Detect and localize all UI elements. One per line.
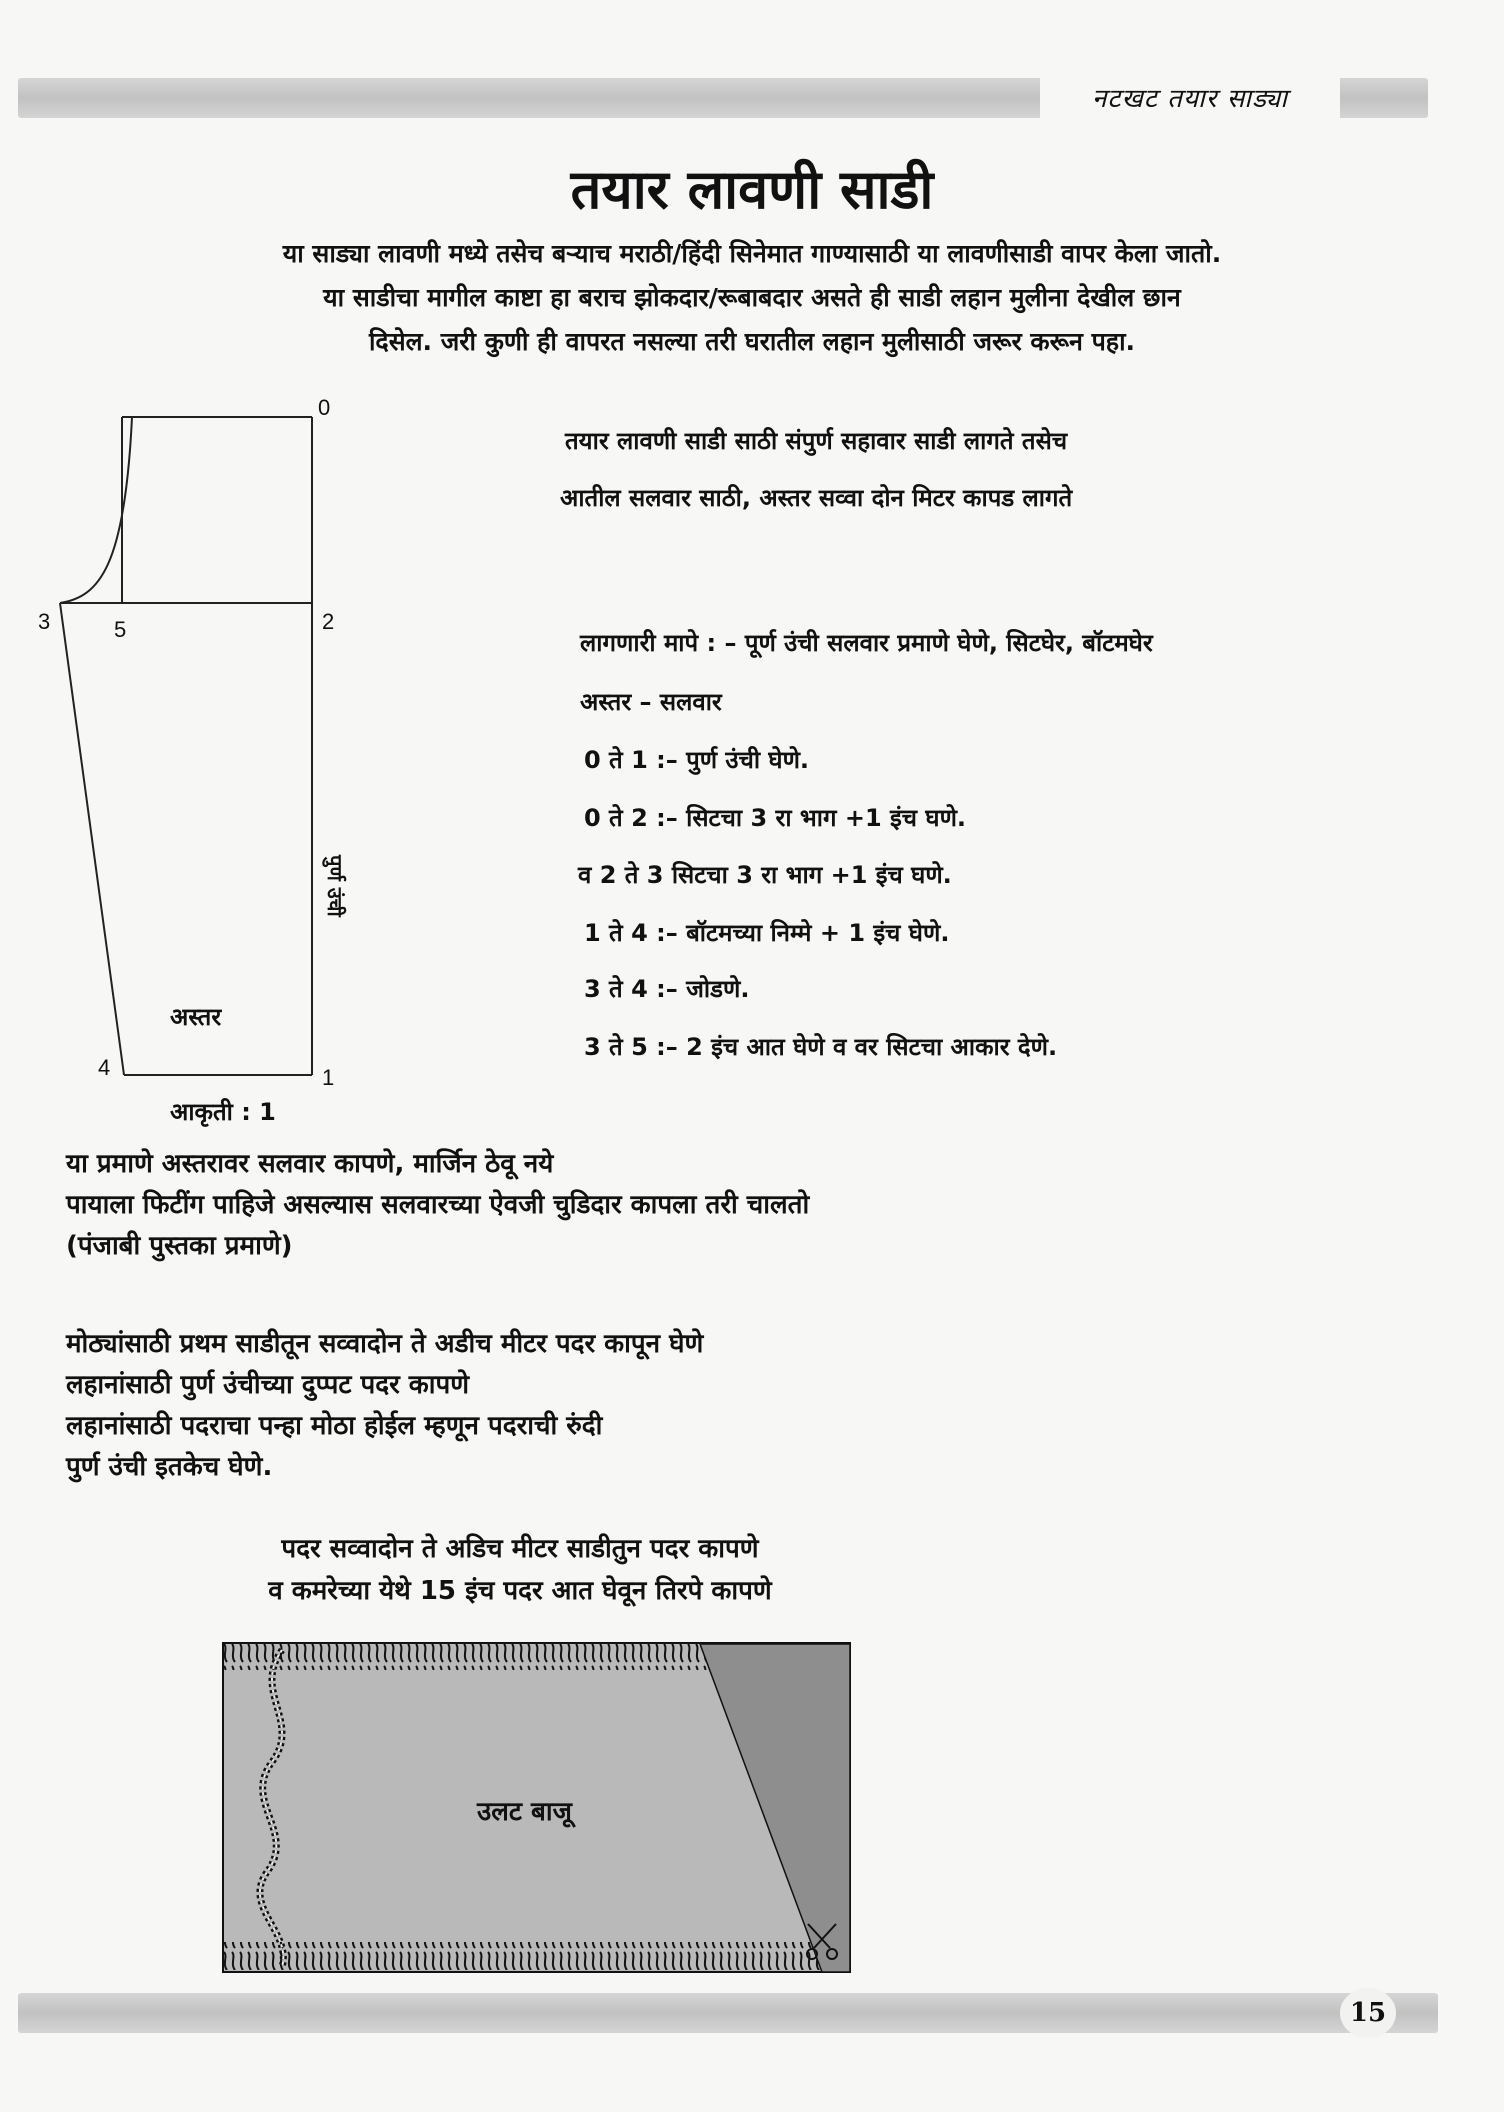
- reverse-side-label: उलट बाजू: [477, 1797, 572, 1827]
- instructions-paragraph-1: [66, 1144, 809, 1267]
- measurements-intro: लागणारी मापे : – पूर्ण उंची सलवार प्रमाणे घेणे, सिटघेर, बॉटमघेर: [580, 629, 1153, 657]
- measurements-subtitle: अस्तर – सलवार: [580, 688, 722, 716]
- measurement-step: 3 ते 5 :– 2 इंच आत घेणे व वर सिटचा आकार देणे.: [584, 1033, 1058, 1061]
- figure1-pattern-diagram: [30, 385, 360, 1145]
- point-label-1: 1: [322, 1065, 335, 1090]
- running-title: नटखट तयार साड्या: [1040, 78, 1340, 120]
- intro-line: दिसेल. जरी कुणी ही वापरत नसल्या तरी घरातील लहान मुलीसाठी जरूर करून पहा.: [368, 327, 1136, 356]
- paragraph-line: पायाला फिटींग पाहिजे असल्यास सलवारच्या ऐवजी चुडिदार कापला तरी चालतो: [66, 1190, 810, 1220]
- caption-line: व कमरेच्या येथे 15 इंच पदर आत घेवून तिरपे कापणे: [268, 1576, 772, 1606]
- page-title: तयार लावणी साडी: [570, 157, 934, 221]
- requirement-line: तयार लावणी साडी साठी संपुर्ण सहावार साडी लागते तसेच: [565, 427, 1068, 455]
- measurement-step: 1 ते 4 :– बॉटमच्या निम्मे + 1 इंच घेणे.: [584, 919, 950, 947]
- intro-paragraph: [60, 232, 1444, 364]
- intro-line: या साडीचा मागील काष्टा हा बराच झोकदार/रूबाबदार असते ही साडी लहान मुलीना देखील छान: [323, 283, 1181, 312]
- intro-line: या साड्या लावणी मध्ये तसेच बऱ्याच मराठी/हिंदी सिनेमात गाण्यासाठी या लावणीसाडी वापर केला जातो.: [282, 239, 1222, 268]
- figure1-caption: आकृती : 1: [170, 1098, 276, 1126]
- point-label-5: 5: [114, 617, 127, 642]
- figure2-caption: [160, 1528, 880, 1612]
- paragraph-line: या प्रमाणे अस्तरावर सलवार कापणे, मार्जिन ठेवू नये: [66, 1149, 554, 1179]
- point-label-3: 3: [38, 609, 51, 634]
- point-label-2: 2: [322, 609, 335, 634]
- requirement-line: आतील सलवार साठी, अस्तर सव्वा दोन मिटर कापड लागते: [560, 484, 1073, 512]
- measurement-step: 0 ते 2 :– सिटचा 3 रा भाग +1 इंच घणे.: [584, 804, 967, 832]
- point-label-4: 4: [98, 1055, 111, 1080]
- measurement-step: 3 ते 4 :– जोडणे.: [584, 975, 750, 1003]
- measurement-step: व 2 ते 3 सिटचा 3 रा भाग +1 इंच घणे.: [578, 861, 952, 889]
- paragraph-line: मोठ्यांसाठी प्रथम साडीतून सव्वादोन ते अडीच मीटर पदर कापून घेणे: [66, 1329, 704, 1359]
- caption-line: पदर सव्वादोन ते अडिच मीटर साडीतुन पदर कापणे: [281, 1534, 759, 1564]
- lining-label: अस्तर: [170, 1003, 222, 1031]
- point-label-0: 0: [318, 395, 331, 420]
- paragraph-line: पुर्ण उंची इतकेच घेणे.: [66, 1452, 273, 1482]
- measurement-step: 0 ते 1 :– पुर्ण उंची घेणे.: [584, 746, 810, 774]
- paragraph-line: (पंजाबी पुस्तका प्रमाणे): [66, 1231, 293, 1261]
- full-height-label: पुर्ण उंची: [323, 855, 347, 917]
- paragraph-line: लहानांसाठी पुर्ण उंचीच्या दुप्पट पदर कापणे: [66, 1370, 470, 1400]
- page-number: 15: [1340, 1988, 1396, 2038]
- figure2-saree-illustration: [222, 1642, 852, 1974]
- footer-band: [18, 1993, 1438, 2033]
- paragraph-line: लहानांसाठी पदराचा पन्हा मोठा होईल म्हणून पदराची रुंदी: [66, 1411, 603, 1441]
- instructions-paragraph-2: [66, 1324, 703, 1488]
